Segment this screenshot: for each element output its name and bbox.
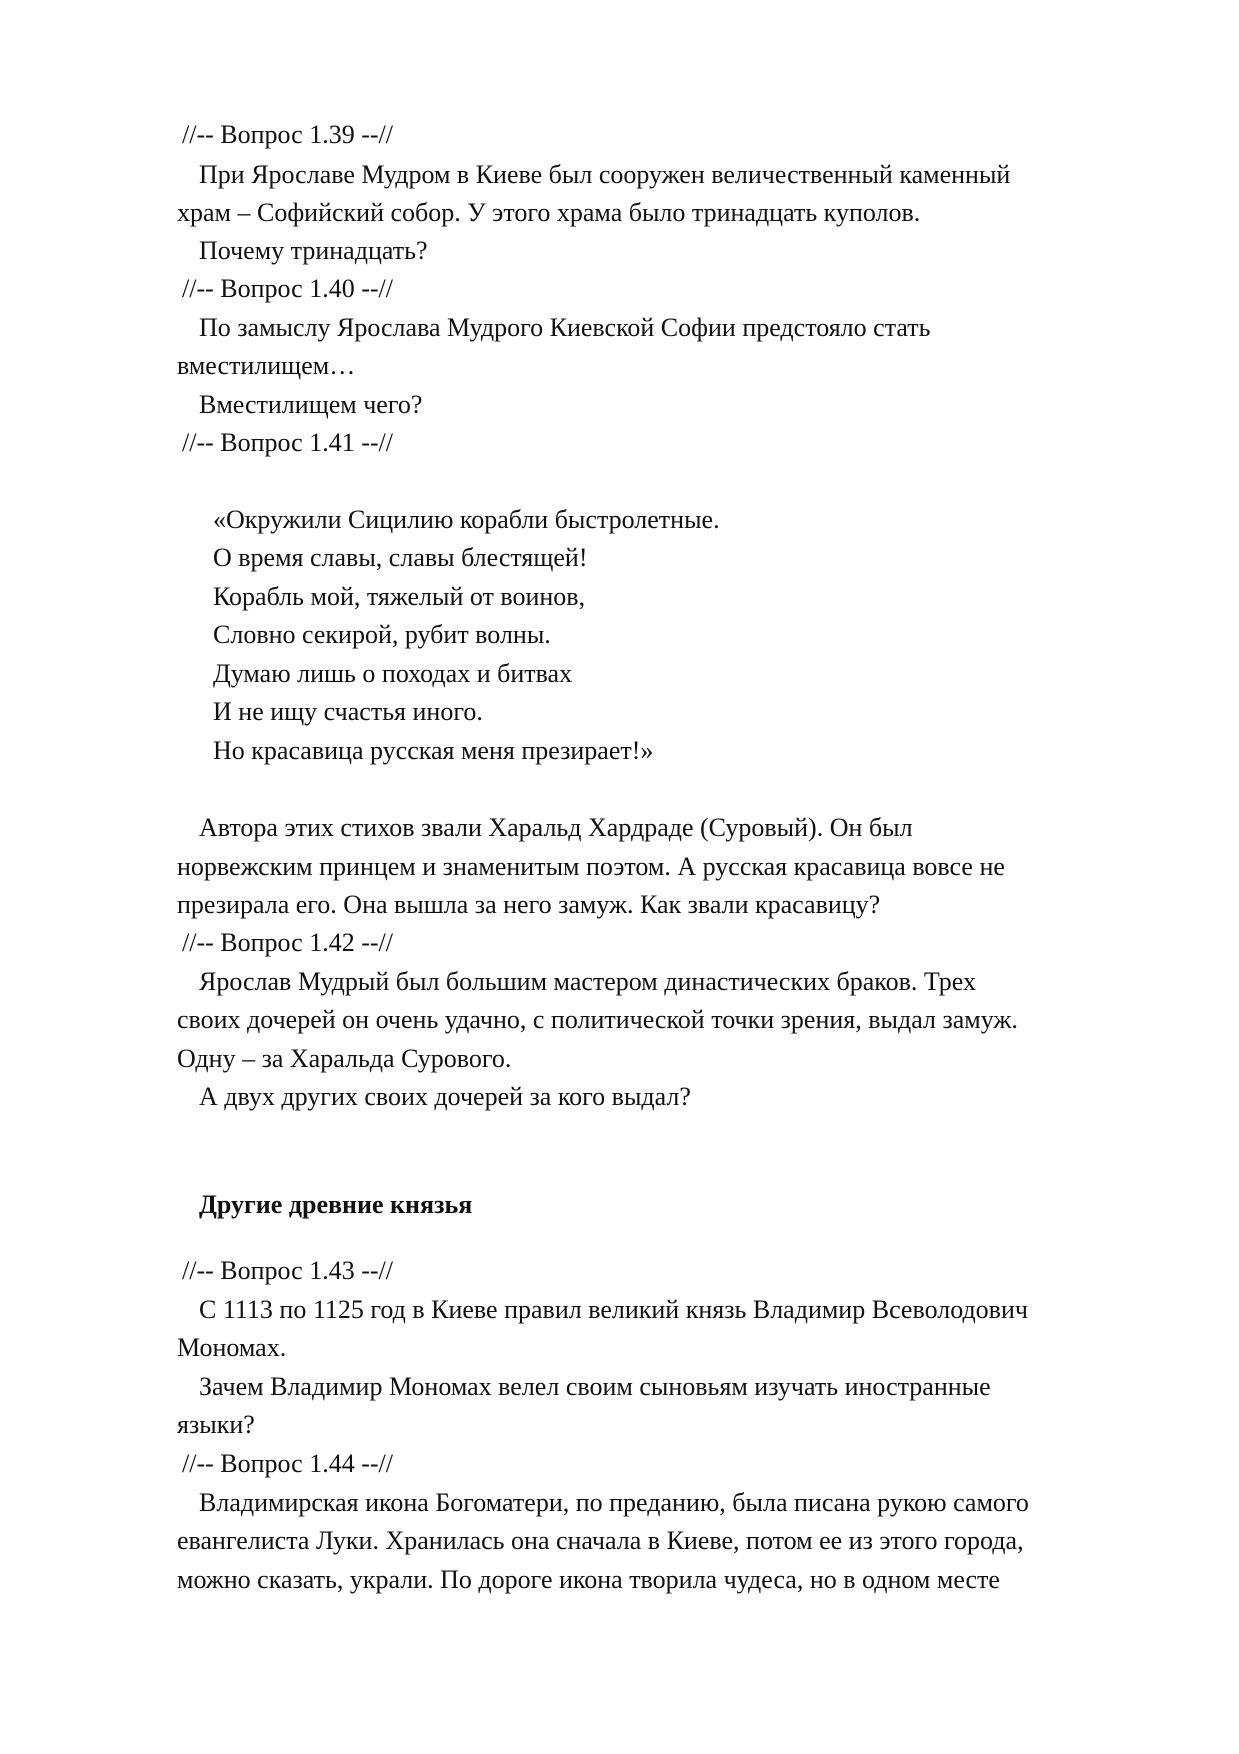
verse-line: Словно секирой, рубит волны. [213,620,551,649]
paragraph-line: евангелиста Луки. Хранилась она сначала в Киеве, потом ее из этого города, [177,1526,1024,1555]
question-separator: //-- Вопрос 1.40 --// [182,274,393,303]
paragraph-line: С 1113 по 1125 год в Киеве правил великий князь Владимир Всеволодович [199,1295,1028,1324]
paragraph-line: Автора этих стихов звали Харальд Хардраде (Суровый). Он был [199,813,913,842]
question-separator: //-- Вопрос 1.44 --// [182,1449,393,1478]
verse-line: Корабль мой, тяжелый от воинов, [213,582,586,611]
question-line: Почему тринадцать? [199,236,428,265]
question-line: языки? [177,1410,255,1439]
question-separator: //-- Вопрос 1.42 --// [182,928,393,957]
paragraph-line: своих дочерей он очень удачно, с политической точки зрения, выдал замуж. [177,1005,1018,1034]
question-separator: //-- Вопрос 1.39 --// [182,120,393,149]
paragraph-line: презирала его. Она вышла за него замуж. Как звали красавицу? [177,890,881,919]
paragraph-line: При Ярославе Мудром в Киеве был сооружен величественный каменный [199,160,1011,189]
question-line: А двух других своих дочерей за кого выдал? [199,1082,691,1111]
paragraph-line: По замыслу Ярослава Мудрого Киевской Софии предстояло стать [199,313,931,342]
paragraph-line: Мономах. [177,1333,287,1362]
question-line: Вместилищем чего? [199,390,423,419]
paragraph-line: вместилищем… [177,351,356,380]
paragraph-line: Владимирская икона Богоматери, по преданию, была писана рукою самого [199,1488,1029,1517]
verse-line: «Окружили Сицилию корабли быстролетные. [213,505,720,534]
verse-line: И не ищу счастья иного. [213,697,483,726]
paragraph-line: Одну – за Харальда Сурового. [177,1044,512,1073]
verse-line: Думаю лишь о походах и битвах [213,659,573,688]
verse-line: О время славы, славы блестящей! [213,543,588,572]
paragraph-line: храм – Софийский собор. У этого храма было тринадцать куполов. [177,198,921,227]
question-separator: //-- Вопрос 1.41 --// [182,428,393,457]
paragraph-line: Ярослав Мудрый был большим мастером династических браков. Трех [199,967,976,996]
paragraph-line: можно сказать, украли. По дороге икона творила чудеса, но в одном месте [177,1565,1000,1594]
paragraph-line: норвежским принцем и знаменитым поэтом. А русская красавица вовсе не [177,852,1005,881]
verse-line: Но красавица русская меня презирает!» [213,736,654,765]
section-heading: Другие древние князья [199,1190,473,1219]
question-line: Зачем Владимир Мономах велел своим сыновьям изучать иностранные [199,1372,991,1401]
question-separator: //-- Вопрос 1.43 --// [182,1256,393,1285]
